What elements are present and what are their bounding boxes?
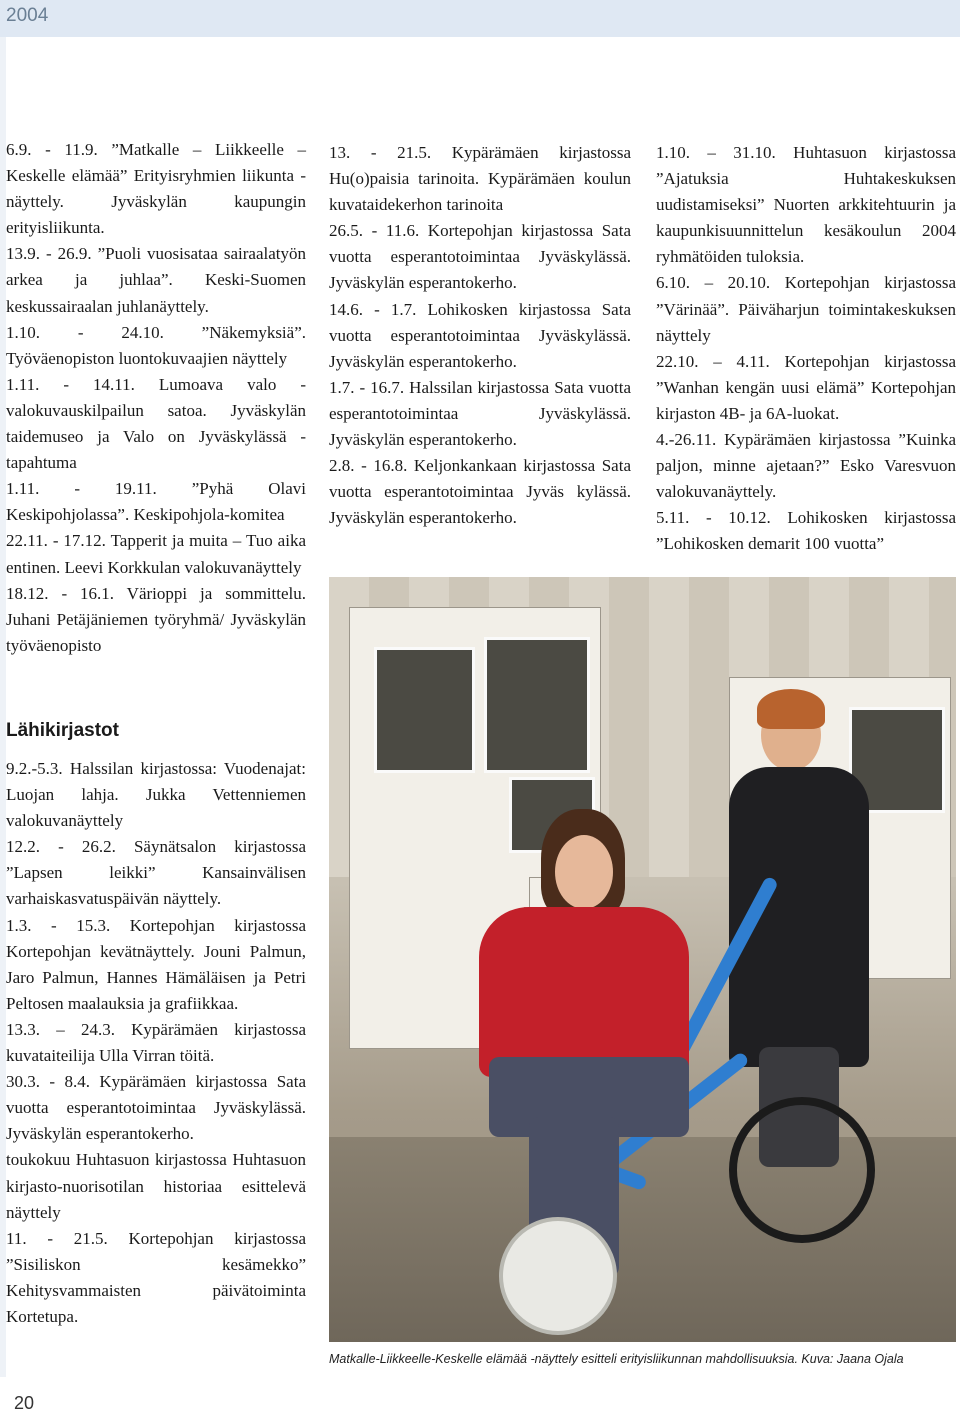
event-entry: 2.8. - 16.8. Keljonkankaan kirjastossa Sata vuotta esperantotoimintaa Jyväs kylässä. Jyväskylän esperantokerho. <box>329 456 631 528</box>
exhibition-photo <box>329 577 956 1342</box>
event-entry: 6.10. – 20.10. Kortepohjan kirjastossa ”Värinää”. Päiväharjun toimintakeskuksen näyttely <box>656 273 956 345</box>
event-entry: 13.9. - 26.9. ”Puoli vuosisataa sairaalatyön arkea ja juhlaa”. Keski-Suomen keskussairaalan juhlanäyttely. <box>6 244 306 316</box>
event-entry: 12.2. - 26.2. Säynätsalon kirjastossa ”Lapsen leikki” Kansainvälisen varhaiskasvatuspäivän näyttely. <box>6 837 306 909</box>
event-entry: 14.6. - 1.7. Lohikosken kirjastossa Sata vuotta esperantotoimintaa Jyväskylässä. Jyväskylän esperantokerho. <box>329 299 631 371</box>
events-column-lahikirjastot <box>6 756 306 1330</box>
events-column-3 <box>656 140 956 558</box>
event-entry: 1.10. - 24.10. ”Näkemyksiä”. Työväenopiston luontokuvaajien näyttely <box>6 322 306 368</box>
event-entry: 1.11. - 14.11. Lumoava valo -valokuvauskilpailun satoa. Jyväskylän taidemuseo ja Valo on Jyväskylässä -tapahtuma <box>6 374 306 473</box>
photo-person-jacket <box>479 907 689 1077</box>
event-entry: 26.5. - 11.6. Kortepohjan kirjastossa Sata vuotta esperantotoimintaa Jyväskylässä. Jyväskylän esperantokerho. <box>329 221 631 293</box>
event-entry: 9.2.-5.3. Halssilan kirjastossa: Vuodenajat: Luojan lahja. Jukka Vettenniemen valokuvanäyttely <box>6 759 306 831</box>
header-band <box>0 0 960 37</box>
events-column-2 <box>329 140 631 531</box>
photo-caption: Matkalle-Liikkeelle-Keskelle elämää -näyttely esitteli erityisliikunnan mahdollisuuksia. Kuva: Jaana Ojala <box>329 1352 904 1366</box>
photo-exhibit-picture <box>484 637 590 773</box>
event-entry: 6.9. - 11.9. ”Matkalle – Liikkeelle – Keskelle elämää” Erityisryhmien liikunta -näyttely. Jyväskylän kaupungin erityisliikunta. <box>6 140 306 238</box>
event-entry: 1.3. - 15.3. Kortepohjan kirjastossa Kortepohjan kevätnäyttely. Jouni Palmun, Jaro Palmun, Hannes Hämäläisen ja Petri Peltosen maalauksia ja grafiikkaa. <box>6 915 306 1013</box>
photo-person-face <box>555 835 613 909</box>
page-number: 20 <box>14 1393 35 1413</box>
event-entry: 1.10. – 31.10. Huhtasuon kirjastossa ”Ajatuksia Huhtakeskuksen uudistamiseksi” Nuorten arkkitehtuurin ja kaupunkisuunnittelun kesäkoulun 2004 ryhmätöiden tuloksia. <box>656 143 956 267</box>
photo-exhibit-picture <box>374 647 475 773</box>
event-entry: 1.11. - 19.11. ”Pyhä Olavi Keskipohjolassa”. Keskipohjola-komitea <box>6 479 306 525</box>
event-entry: 30.3. - 8.4. Kypärämäen kirjastossa Sata vuotta esperantotoimintaa Jyväskylässä. Jyväskylän esperantokerho. <box>6 1072 306 1144</box>
event-entry: 18.12. - 16.1. Värioppi ja sommittelu. Juhani Petäjäniemen työryhmä/ Jyväskylän työväenopisto <box>6 583 306 655</box>
event-entry: 22.11. - 17.12. Tapperit ja muita – Tuo aika entinen. Leevi Korkkulan valokuvanäyttely <box>6 531 306 577</box>
photo-front-wheel <box>499 1217 617 1335</box>
photo-rear-wheel <box>729 1097 875 1243</box>
photo-person-hair <box>757 689 825 729</box>
header-year: 2004 <box>6 5 49 26</box>
event-entry: 13. - 21.5. Kypärämäen kirjastossa Hu(o)paisia tarinoita. Kypärämäen koulun kuvataidekerhon tarinoita <box>329 143 631 215</box>
event-entry: 5.11. - 10.12. Lohikosken kirjastossa ”Lohikosken demarit 100 vuotta” <box>656 508 956 554</box>
event-entry: 22.10. – 4.11. Kortepohjan kirjastossa ”Wanhan kengän uusi elämä” Kortepohjan kirjaston 4B- ja 6A-luokat. <box>656 351 956 423</box>
event-entry: 1.7. - 16.7. Halssilan kirjastossa Sata vuotta esperantotoimintaa Jyväskylässä. Jyväskylän esperantokerho. <box>329 377 631 450</box>
event-entry: 11. - 21.5. Kortepohjan kirjastossa ”Sisiliskon kesämekko” Kehitysvammaisten päivätoiminta Kortetupa. <box>6 1228 306 1326</box>
events-column-1 <box>6 137 306 659</box>
event-entry: 13.3. – 24.3. Kypärämäen kirjastossa kuvataiteilija Ulla Virran töitä. <box>6 1019 306 1066</box>
section-heading-lahikirjastot: Lähikirjastot <box>6 720 119 741</box>
event-entry: 4.-26.11. Kypärämäen kirjastossa ”Kuinka paljon, minne ajetaan?” Esko Varesvuon valokuvanäyttely. <box>656 430 956 502</box>
event-entry: toukokuu Huhtasuon kirjastossa Huhtasuon kirjasto-nuorisotilan historiaa esittelevä näyttely <box>6 1150 306 1222</box>
